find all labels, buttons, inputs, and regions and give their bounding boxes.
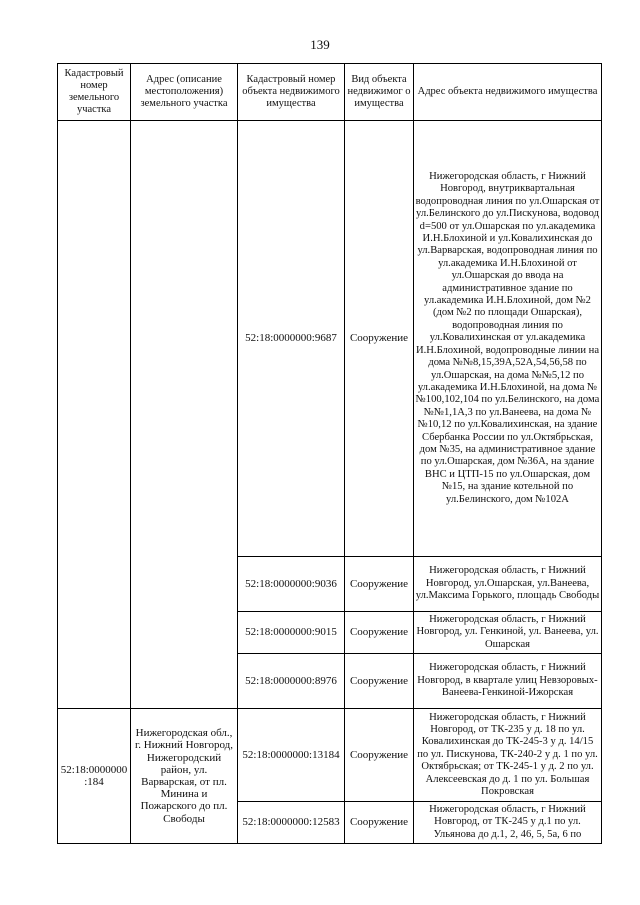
object-cadastral-cell: 52:18:0000000:9036 (238, 557, 345, 612)
object-type-cell: Сооружение (345, 802, 414, 844)
object-address-cell: Нижегородская область, г Нижний Новгород, в квартале улиц Невзоровых-Ванеева-Генкиной-Ижорская (414, 654, 602, 709)
header-land-cadastral: Кадастровый номер земельного участка (58, 64, 131, 121)
object-cadastral-cell: 52:18:0000000:8976 (238, 654, 345, 709)
object-type-cell: Сооружение (345, 709, 414, 802)
header-object-type: Вид объекта недвижимог о имущества (345, 64, 414, 121)
object-type-cell: Сооружение (345, 654, 414, 709)
object-cadastral-cell: 52:18:0000000:12583 (238, 802, 345, 844)
object-type-cell: Сооружение (345, 612, 414, 654)
header-object-cadastral: Кадастровый номер объекта недвижимого имущества (238, 64, 345, 121)
table-row (58, 121, 602, 557)
object-cadastral-cell: 52:18:0000000:9687 (238, 121, 345, 557)
object-address-cell: Нижегородская область, г Нижний Новгород, от ТК-245 у д.1 по ул. Ульянова до д.1, 2, 46, 5, 5а, 6 по (414, 802, 602, 844)
object-address-cell: Нижегородская область, г Нижний Новгород, ул.Ошарская, ул.Ванеева, ул.Максима Горького, площадь Свободы (414, 557, 602, 612)
object-type-cell: Сооружение (345, 557, 414, 612)
object-type-cell: Сооружение (345, 121, 414, 557)
object-address-cell: Нижегородская область, г Нижний Новгород, от ТК-235 у д. 18 по ул. Ковалихинская до ТК-245-3 у д. 14/15 по ул. Пискунова, ТК-240-2 у д. 1 по ул. Октябрьская; от ТК-245-1 у д. 2 по ул. Алексеевская до д. 1 по ул. Большая Покровская (414, 709, 602, 802)
header-object-address: Адрес объекта недвижимого имущества (414, 64, 602, 121)
land-address-cell (131, 121, 238, 709)
object-cadastral-cell: 52:18:0000000:13184 (238, 709, 345, 802)
table-row (58, 709, 602, 802)
land-cadastral-cell: 52:18:0000000 :184 (58, 709, 131, 844)
table-header-row (58, 64, 602, 121)
object-cadastral-cell: 52:18:0000000:9015 (238, 612, 345, 654)
object-address-cell: Нижегородская область, г Нижний Новгород, внутриквартальная водопроводная линия по ул.Ошарская от ул.Белинского до ул.Пискунова, водовод d=500 от ул.Ошарская по ул.академика И.Н.Блохиной и ул.Ковалихинская до ул.Варварская, водопроводная линия по ул.академика И.Н.Блохиной от ул.Ошарская до ввода на административное здание по ул.академика И.Н.Блохиной, дом №2 (дом №2 по площади Ошарская), водопроводная линия по ул.Ковалихинская от ул.академика И.Н.Блохиной, водопроводные линии на дома №№8,15,39А,52А,54,56,58 по ул.Ошарская, на дома №№5,12 по ул.академика И.Н.Блохиной, на дома №№100,102,104 по ул.Белинского, на дома №№1,1А,3 по ул.Ванеева, на дома №№10,12 по ул.Ковалихинская, на здание Сбербанка России по ул.Октябрьская, дом №35, на административное здание по ул.Ошарская, дом №36А, на здание ВНС и ЦТП-15 по ул.Ошарская, дом №15, на здание котельной по ул.Белинского, дом №102А (414, 121, 602, 557)
property-table (57, 63, 602, 844)
header-land-address: Адрес (описание местоположения) земельного участка (131, 64, 238, 121)
land-cadastral-cell (58, 121, 131, 709)
page-number: 139 (310, 37, 330, 52)
land-address-cell: Нижегородская обл., г. Нижний Новгород, Нижегородский район, ул. Варварская, от пл. Минина и Пожарского до пл. Свободы (131, 709, 238, 844)
object-address-cell: Нижегородская область, г Нижний Новгород, ул. Генкиной, ул. Ванеева, ул. Ошарская (414, 612, 602, 654)
